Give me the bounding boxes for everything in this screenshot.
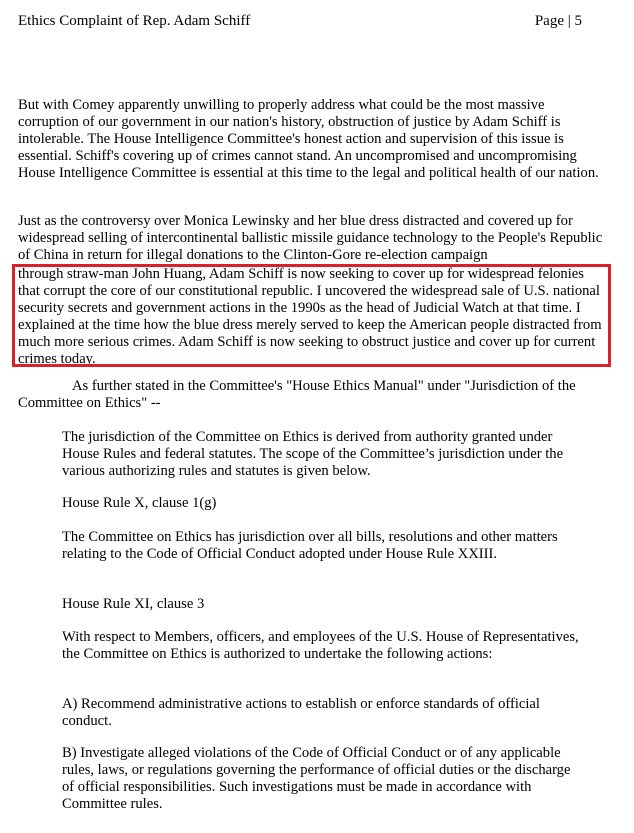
paragraph-lewinsky-intro: Just as the controversy over Monica Lewinsky and her blue dress distracted and covered up for widespread selling of intercontinental ballistic missile guidance technology to the People's Republic of China in return for illegal donations to the Clinton-Gore re-election campaign [18, 213, 603, 263]
quote-jurisdiction: The jurisdiction of the Committee on Ethics is derived from authority granted under House Rules and federal statutes. The scope of the Committee’s jurisdiction under the various authorizing rules and statutes is given below. [62, 429, 564, 479]
quote-rule-x-text: The Committee on Ethics has jurisdiction over all bills, resolutions and other matters relating to the Code of Official Conduct adopted under House Rule XXIII. [62, 529, 558, 562]
quote-item-a: A) Recommend administrative actions to establish or enforce standards of official conduct. [62, 696, 540, 729]
document-title: Ethics Complaint of Rep. Adam Schiff [18, 13, 251, 29]
paragraph-ethics-manual: As further stated in the Committee's "House Ethics Manual" under "Jurisdiction of the Committee on Ethics" -- [18, 378, 576, 411]
quote-rule-xi-text: With respect to Members, officers, and employees of the U.S. House of Representatives, the Committee on Ethics is authorized to undertake the following actions: [62, 629, 579, 662]
page-number: Page | 5 [534, 13, 582, 29]
highlighted-paragraph: through straw-man John Huang, Adam Schiff is now seeking to cover up for widespread felonies that corrupt the core of our constitutional republic. I uncovered the widespread sale of U.S. national security secrets and government actions in the 1990s as the head of Judicial Watch at that time. I explained at the time how the blue dress merely served to keep the American people distracted from much more serious crimes. Adam Schiff is now seeking to obstruct justice and cover up for current crimes today. [18, 266, 602, 367]
quote-item-b: B) Investigate alleged violations of the Code of Official Conduct or of any applicable rules, laws, or regulations governing the performance of official duties or the discharge of official responsibilities. Such investigations must be made in accordance with Committee rules. [62, 745, 571, 812]
quote-rule-x-heading: House Rule X, clause 1(g) [62, 495, 217, 511]
quote-rule-xi-heading: House Rule XI, clause 3 [62, 596, 205, 612]
paragraph-comey: But with Comey apparently unwilling to properly address what could be the most massive corruption of our government in our nation's history, obstruction of justice by Adam Schiff is intolerable. The House Intelligence Committee's honest action and supervision of this issue is essential. Schiff's covering up of crimes cannot stand. An uncompromised and uncompromising House Intelligence Committee is essential at this time to the legal and political health of our nation. [18, 97, 599, 181]
